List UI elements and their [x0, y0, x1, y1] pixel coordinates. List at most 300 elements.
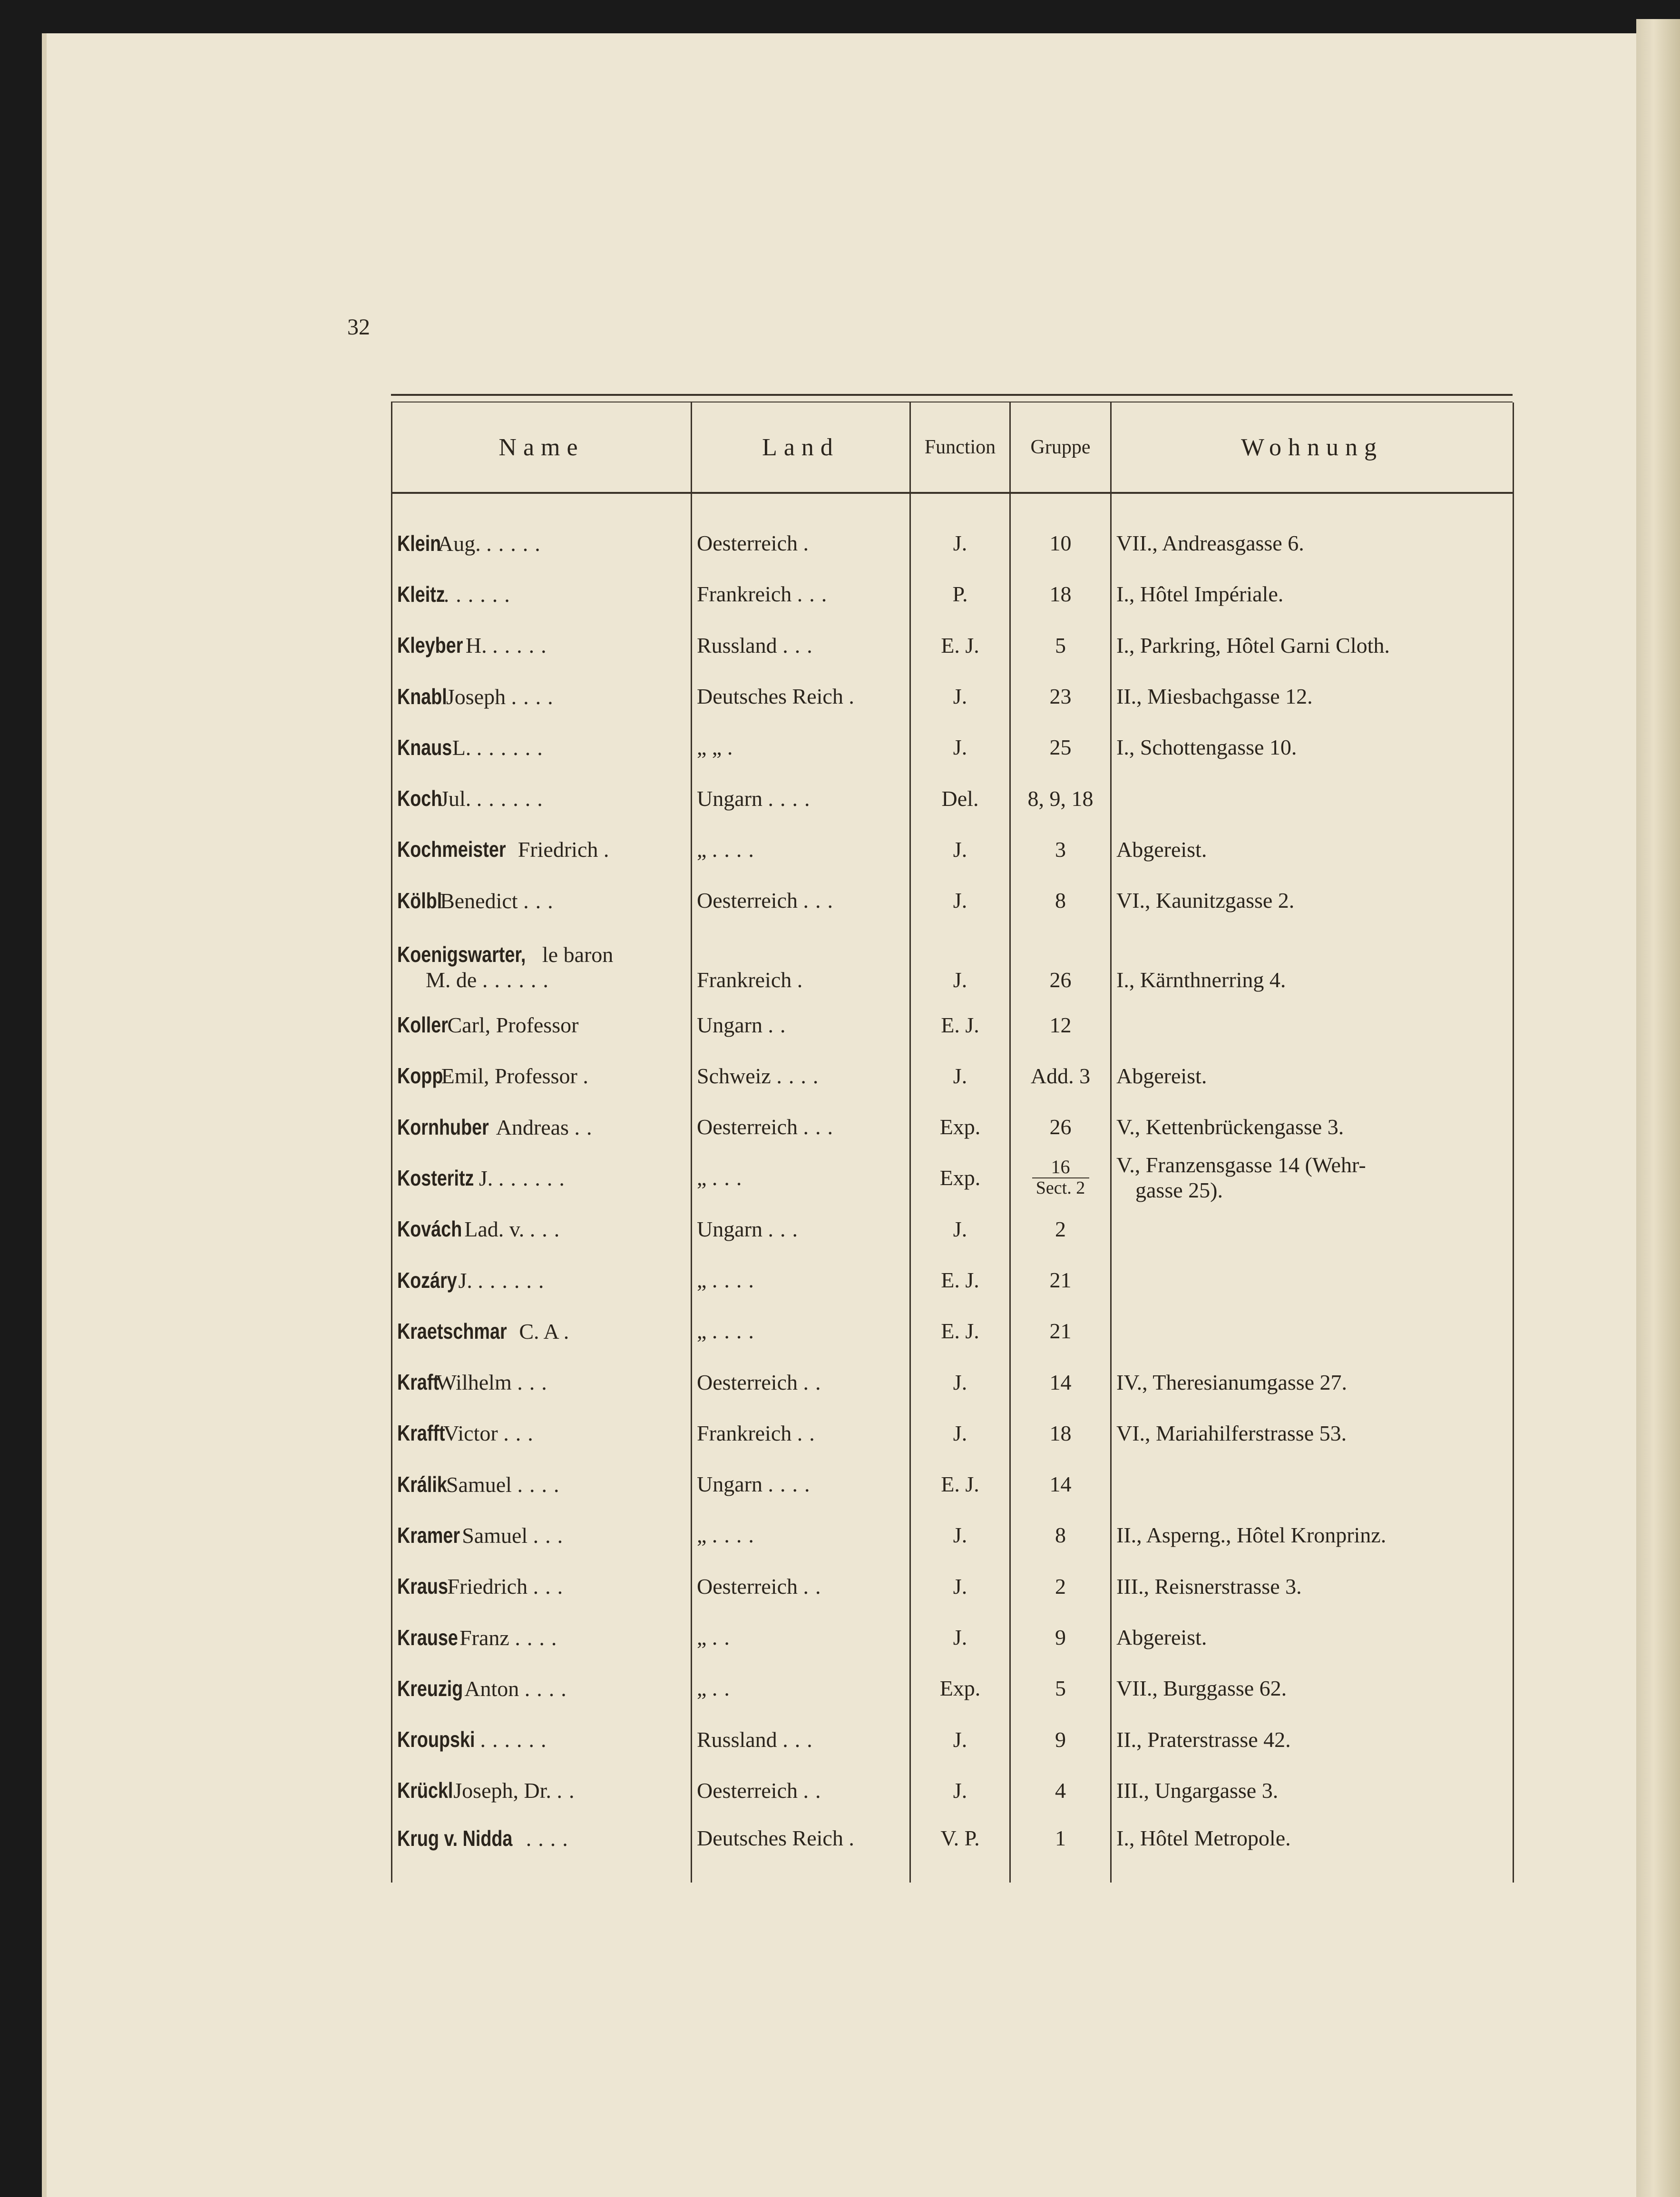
- wohnung-line2: gasse 25).: [1135, 1177, 1223, 1202]
- surname: Krückl: [397, 1778, 453, 1803]
- surname: Kozáry: [397, 1267, 457, 1293]
- leader-dots: ......: [482, 968, 555, 992]
- cell-function: J.: [910, 1510, 1010, 1560]
- cell-function: J.: [910, 1561, 1010, 1612]
- surname: Kleitz: [397, 581, 445, 607]
- given-name: H.: [465, 633, 487, 658]
- leader-dots: .: [849, 1826, 861, 1851]
- land-text: Frankreich: [697, 1421, 792, 1445]
- cell-land: [692, 926, 910, 999]
- cell-name: [392, 773, 692, 824]
- cell-function: V. P.: [910, 1816, 1010, 1883]
- leader-dots: ....: [515, 1625, 564, 1650]
- header-row: [392, 402, 1514, 493]
- land-text: Frankreich: [697, 968, 792, 992]
- surname: Králik: [397, 1471, 447, 1497]
- cell-function: J.: [910, 1765, 1010, 1816]
- given-name: L.: [452, 735, 471, 760]
- cell-land: [692, 671, 910, 722]
- cell-name: [392, 926, 692, 999]
- leader-dots: ......: [480, 1727, 553, 1752]
- cell-land: [692, 1255, 910, 1305]
- table-row: [392, 1663, 1514, 1714]
- land-text: Ungarn: [697, 1012, 762, 1037]
- cell-name: [392, 1561, 692, 1612]
- leader-dots: ...: [803, 1115, 840, 1139]
- land-text: Ungarn: [697, 786, 762, 811]
- leader-dots: ..: [803, 1778, 828, 1803]
- cell-wohnung: VII., Andreasgasse 6.: [1111, 518, 1514, 569]
- cell-land: [692, 1663, 910, 1714]
- cell-function: J.: [910, 671, 1010, 722]
- leader-dots: ....: [511, 684, 560, 709]
- cell-name: [392, 1050, 692, 1101]
- cell-land: [692, 773, 910, 824]
- cell-land: [692, 1204, 910, 1255]
- cell-function: J.: [910, 1050, 1010, 1101]
- table-row: [392, 1101, 1514, 1152]
- cell-name: [392, 671, 692, 722]
- land-text: Ungarn: [697, 1472, 762, 1497]
- leader-dots: ...: [517, 1370, 554, 1395]
- cell-function: J.: [910, 722, 1010, 773]
- cell-gruppe: 14: [1010, 1356, 1111, 1407]
- table-row: [392, 518, 1514, 569]
- cell-gruppe: 8, 9, 18: [1010, 773, 1111, 824]
- leader-dots: ..: [574, 1115, 599, 1139]
- cell-wohnung: III., Ungargasse 3.: [1111, 1765, 1514, 1816]
- table-row: [392, 1050, 1514, 1101]
- table-row: [392, 1561, 1514, 1612]
- table-row: [392, 1152, 1514, 1203]
- leader-dots: .: [583, 1064, 595, 1089]
- cell-name: [392, 1408, 692, 1459]
- table-row: [392, 824, 1514, 875]
- given-name: le baron: [542, 942, 614, 967]
- given-name: Andreas: [496, 1115, 569, 1139]
- leader-dots: ...: [533, 1523, 570, 1548]
- cell-function: E. J.: [910, 1255, 1010, 1305]
- cell-gruppe: 3: [1010, 824, 1111, 875]
- land-text: „: [697, 1625, 707, 1650]
- leader-dots: ..: [712, 1625, 736, 1650]
- cell-gruppe: [1010, 1152, 1111, 1203]
- leader-dots: .: [849, 684, 861, 709]
- given-name: Joseph: [446, 684, 506, 709]
- cell-name: [392, 875, 692, 926]
- cell-gruppe: 2: [1010, 1561, 1111, 1612]
- surname: Kraetschmar: [397, 1318, 507, 1344]
- cell-gruppe: 26: [1010, 1101, 1111, 1152]
- leader-dots: ....: [776, 1063, 825, 1088]
- table-row: [392, 1510, 1514, 1560]
- cell-name: [392, 620, 692, 671]
- cell-function: Del.: [910, 773, 1010, 824]
- cell-name: [392, 1255, 692, 1305]
- cell-function: Exp.: [910, 1663, 1010, 1714]
- leader-dots: ....: [712, 837, 761, 862]
- header-wohnung: Wohnung: [1111, 402, 1514, 493]
- leader-dots: ..: [557, 1778, 581, 1803]
- cell-name: [392, 1356, 692, 1407]
- given-name: Emil, Professor: [441, 1064, 577, 1089]
- table-row: [392, 773, 1514, 824]
- given-name: Friedrich: [518, 837, 598, 862]
- leader-dots: ..: [768, 1012, 792, 1037]
- cell-land: [692, 1612, 910, 1663]
- leader-dots: ....: [517, 1472, 566, 1497]
- given-name: Benedict: [440, 888, 518, 913]
- leader-dots: ......: [498, 1166, 571, 1190]
- cell-name: [392, 1612, 692, 1663]
- given-name: Carl, Professor: [447, 1013, 579, 1038]
- cell-land: [692, 518, 910, 569]
- cell-wohnung: Abgereist.: [1111, 824, 1514, 875]
- wohnung-line1: V., Franzensgasse 14 (Wehr-: [1116, 1153, 1366, 1177]
- top-rule: [391, 394, 1513, 402]
- table-row: [392, 926, 1514, 999]
- cell-function: J.: [910, 518, 1010, 569]
- cell-wohnung: V., Kettenbrückengasse 3.: [1111, 1101, 1514, 1152]
- table-row: [392, 1305, 1514, 1356]
- cell-wohnung: Abgereist.: [1111, 1050, 1514, 1101]
- table-row: [392, 1612, 1514, 1663]
- cell-name: [392, 1765, 692, 1816]
- cell-wohnung: I., Hôtel Impériale.: [1111, 569, 1514, 619]
- header-gruppe: Gruppe: [1010, 402, 1111, 493]
- cell-land: [692, 1561, 910, 1612]
- cell-name: [392, 1305, 692, 1356]
- cell-gruppe: 4: [1010, 1765, 1111, 1816]
- leader-dots: ...: [768, 1216, 804, 1241]
- given-name: Anton: [464, 1676, 519, 1701]
- cell-land: [692, 722, 910, 773]
- surname: Kölbl: [397, 888, 442, 913]
- surname: Klein: [397, 530, 441, 556]
- surname: Knabl: [397, 684, 447, 709]
- surname: Kleyber: [397, 633, 463, 658]
- table-row: [392, 1714, 1514, 1765]
- land-text: Deutsches Reich: [697, 684, 843, 709]
- leader-dots: ......: [478, 1268, 551, 1293]
- cell-function: E. J.: [910, 999, 1010, 1050]
- cell-function: E. J.: [910, 620, 1010, 671]
- cell-gruppe: 18: [1010, 1408, 1111, 1459]
- land-text: Oesterreich: [697, 531, 798, 556]
- cell-land: [692, 1101, 910, 1152]
- leader-dots: ....: [712, 1523, 761, 1548]
- given-name: Lad. v.: [464, 1217, 525, 1242]
- leader-dots: ....: [768, 786, 817, 811]
- cell-function: J.: [910, 824, 1010, 875]
- cell-name: [392, 1459, 692, 1510]
- page-number: 32: [347, 314, 370, 340]
- table-row: [392, 999, 1514, 1050]
- leader-dots: ...: [782, 633, 819, 657]
- leader-dots: .: [803, 531, 815, 556]
- given-name: Samuel: [446, 1472, 512, 1497]
- table-row: [392, 1816, 1514, 1883]
- land-text: Russland: [697, 1727, 777, 1752]
- table-row: [392, 1356, 1514, 1407]
- gruppe-top: 16: [1032, 1157, 1089, 1178]
- table-row: [392, 569, 1514, 619]
- cell-name: [392, 1204, 692, 1255]
- cell-name: [392, 518, 692, 569]
- land-text: Oesterreich: [697, 1115, 798, 1139]
- table-row: [392, 1255, 1514, 1305]
- surname: Krug v. Nidda: [397, 1826, 513, 1851]
- cell-gruppe: 23: [1010, 671, 1111, 722]
- cell-wohnung: II., Praterstrasse 42.: [1111, 1714, 1514, 1765]
- land-text: Oesterreich: [697, 1778, 798, 1803]
- cell-gruppe: 9: [1010, 1612, 1111, 1663]
- cell-gruppe: 26: [1010, 926, 1111, 999]
- given-name: Wilhelm: [436, 1370, 512, 1395]
- land-text: „: [697, 1166, 707, 1190]
- leader-dots: ....: [526, 1826, 575, 1851]
- leader-dots: ....: [712, 1268, 761, 1292]
- land-text: Oesterreich: [697, 1574, 798, 1599]
- cell-wohnung: VI., Mariahilferstrasse 53.: [1111, 1408, 1514, 1459]
- cell-wohnung: I., Schottengasse 10.: [1111, 722, 1514, 773]
- table-row: [392, 1459, 1514, 1510]
- leader-dots: ..: [712, 1676, 736, 1701]
- cell-gruppe: 9: [1010, 1714, 1111, 1765]
- given-name: Aug.: [438, 531, 481, 556]
- cell-name: [392, 1510, 692, 1560]
- cell-function: J.: [910, 1204, 1010, 1255]
- cell-gruppe: 21: [1010, 1305, 1111, 1356]
- given-name: Samuel: [462, 1523, 528, 1548]
- surname: Krafft: [397, 1421, 445, 1446]
- leader-dots: .....: [486, 531, 547, 556]
- cell-wohnung: [1111, 773, 1514, 824]
- table-row: [392, 1765, 1514, 1816]
- cell-land: [692, 1050, 910, 1101]
- cell-gruppe: 25: [1010, 722, 1111, 773]
- given-name: Franz: [459, 1625, 509, 1650]
- cell-gruppe: 18: [1010, 569, 1111, 619]
- surname: Kramer: [397, 1522, 460, 1548]
- cell-name: [392, 1152, 692, 1203]
- cell-gruppe: 10: [1010, 518, 1111, 569]
- cell-wohnung: VII., Burggasse 62.: [1111, 1663, 1514, 1714]
- surname: Koller: [397, 1012, 448, 1038]
- surname: Kopp: [397, 1063, 443, 1089]
- leader-dots: .: [727, 735, 740, 760]
- header-name: Name: [392, 402, 692, 493]
- leader-dots: ..: [803, 1370, 828, 1394]
- cell-name: [392, 1816, 692, 1883]
- leader-dots: ...: [503, 1421, 540, 1446]
- cell-gruppe: 21: [1010, 1255, 1111, 1305]
- cell-function: Exp.: [910, 1101, 1010, 1152]
- cell-wohnung: [1111, 1459, 1514, 1510]
- cell-name: [392, 1714, 692, 1765]
- table-body: [392, 493, 1514, 1883]
- cell-function: J.: [910, 1612, 1010, 1663]
- cell-land: [692, 824, 910, 875]
- leader-dots: ...: [529, 1217, 567, 1242]
- table-row: [392, 671, 1514, 722]
- land-text: „: [697, 1676, 707, 1701]
- surname: Koenigswarter,: [397, 942, 526, 967]
- surname: Kroupski: [397, 1727, 475, 1752]
- cell-land: [692, 1714, 910, 1765]
- cell-gruppe: 14: [1010, 1459, 1111, 1510]
- land-text: Russland: [697, 633, 777, 657]
- cell-land: [692, 1510, 910, 1560]
- cell-gruppe: Add. 3: [1010, 1050, 1111, 1101]
- given-name: Victor: [443, 1421, 498, 1446]
- surname: Kraus: [397, 1574, 448, 1599]
- cell-gruppe: 1: [1010, 1816, 1111, 1883]
- gruppe-bottom: Sect. 2: [1035, 1178, 1085, 1198]
- land-text: Ungarn: [697, 1216, 762, 1241]
- leader-dots: ..: [803, 1574, 828, 1599]
- leader-dots: ......: [476, 735, 549, 760]
- name-line2: M. de: [426, 968, 477, 992]
- cell-wohnung: II., Asperng., Hôtel Kronprinz.: [1111, 1510, 1514, 1560]
- cell-land: [692, 1305, 910, 1356]
- leader-dots: ...: [797, 582, 834, 607]
- cell-wohnung: I., Kärnthnerring 4.: [1111, 926, 1514, 999]
- cell-function: J.: [910, 1356, 1010, 1407]
- leader-dots: ....: [524, 1676, 573, 1701]
- land-text: „: [697, 1268, 707, 1292]
- surname: Kreuzig: [397, 1676, 463, 1701]
- table-row: [392, 1408, 1514, 1459]
- cell-land: [692, 1152, 910, 1203]
- leader-dots: .: [603, 837, 616, 862]
- cell-wohnung: [1111, 1152, 1514, 1203]
- cell-function: E. J.: [910, 1305, 1010, 1356]
- cell-wohnung: [1111, 1204, 1514, 1255]
- cell-name: [392, 569, 692, 619]
- cell-land: [692, 1408, 910, 1459]
- cell-name: [392, 1101, 692, 1152]
- table-row: [392, 722, 1514, 773]
- land-text: Schweiz: [697, 1063, 771, 1088]
- cell-gruppe: 8: [1010, 875, 1111, 926]
- header-function: Function: [910, 402, 1010, 493]
- given-name: Joseph, Dr.: [453, 1778, 551, 1803]
- leader-dots: ....: [712, 1319, 761, 1344]
- cell-wohnung: [1111, 999, 1514, 1050]
- cell-land: [692, 620, 910, 671]
- cell-wohnung: Abgereist.: [1111, 1612, 1514, 1663]
- leader-dots: ...: [782, 1727, 819, 1752]
- cell-function: J.: [910, 875, 1010, 926]
- cell-name: [392, 999, 692, 1050]
- cell-wohnung: IV., Theresianumgasse 27.: [1111, 1356, 1514, 1407]
- cell-wohnung: [1111, 1255, 1514, 1305]
- leader-dots: ......: [476, 786, 549, 811]
- given-name: Jul.: [440, 786, 471, 811]
- cell-name: [392, 1663, 692, 1714]
- surname: Kochmeister: [397, 837, 506, 862]
- cell-name: [392, 824, 692, 875]
- cell-gruppe: 5: [1010, 1663, 1111, 1714]
- land-text: Deutsches Reich: [697, 1826, 843, 1851]
- cell-gruppe: 5: [1010, 620, 1111, 671]
- land-text: „: [697, 837, 707, 862]
- guest-list-table: [391, 394, 1513, 1883]
- given-name: J.: [458, 1268, 472, 1293]
- leader-dots: .: [563, 1319, 576, 1344]
- page-edge: [1636, 19, 1680, 2197]
- cell-land: [692, 1459, 910, 1510]
- cell-land: [692, 1816, 910, 1883]
- leader-dots: ...: [712, 1166, 749, 1190]
- land-text: Oesterreich: [697, 1370, 798, 1394]
- surname: Koch: [397, 786, 442, 811]
- cell-function: J.: [910, 926, 1010, 999]
- cell-name: [392, 722, 692, 773]
- spacer-row: [392, 493, 1514, 518]
- leader-dots: ...: [523, 888, 560, 913]
- cell-wohnung: VI., Kaunitzgasse 2.: [1111, 875, 1514, 926]
- leader-dots: .....: [492, 633, 553, 658]
- cell-gruppe: 8: [1010, 1510, 1111, 1560]
- surname: Kovách: [397, 1216, 462, 1242]
- gruppe-split: [1032, 1157, 1089, 1198]
- given-name: Friedrich: [447, 1574, 528, 1599]
- cell-function: Exp.: [910, 1152, 1010, 1203]
- leader-dots: ....: [768, 1472, 817, 1497]
- table-row: [392, 875, 1514, 926]
- cell-function: J.: [910, 1408, 1010, 1459]
- cell-land: [692, 999, 910, 1050]
- cell-land: [692, 1356, 910, 1407]
- surname: Knaus: [397, 735, 452, 760]
- land-text: „ „: [697, 735, 722, 760]
- land-text: „: [697, 1319, 707, 1344]
- leader-dots: .: [797, 968, 810, 992]
- given-name: J.: [479, 1166, 493, 1190]
- cell-wohnung: I., Hôtel Metropole.: [1111, 1816, 1514, 1883]
- surname: Kraft: [397, 1370, 440, 1395]
- surname: Kosteritz: [397, 1165, 474, 1190]
- leader-dots: ...: [533, 1574, 570, 1599]
- leader-dots: ......: [443, 582, 517, 607]
- table-row: [392, 1204, 1514, 1255]
- header-land: Land: [692, 402, 910, 493]
- land-text: Frankreich: [697, 582, 792, 607]
- leader-dots: ..: [797, 1421, 821, 1445]
- cell-function: J.: [910, 1714, 1010, 1765]
- cell-wohnung: [1111, 1305, 1514, 1356]
- cell-land: [692, 569, 910, 619]
- cell-wohnung: II., Miesbachgasse 12.: [1111, 671, 1514, 722]
- cell-land: [692, 875, 910, 926]
- surname: Krause: [397, 1625, 458, 1650]
- leader-dots: ...: [803, 888, 840, 913]
- surname: Kornhuber: [397, 1114, 489, 1139]
- given-name: C. A: [519, 1319, 558, 1344]
- cell-function: P.: [910, 569, 1010, 619]
- cell-land: [692, 1765, 910, 1816]
- cell-wohnung: I., Parkring, Hôtel Garni Cloth.: [1111, 620, 1514, 671]
- land-text: „: [697, 1523, 707, 1548]
- cell-function: E. J.: [910, 1459, 1010, 1510]
- cell-gruppe: 12: [1010, 999, 1111, 1050]
- cell-gruppe: 2: [1010, 1204, 1111, 1255]
- table-row: [392, 620, 1514, 671]
- cell-wohnung: III., Reisnerstrasse 3.: [1111, 1561, 1514, 1612]
- land-text: Oesterreich: [697, 888, 798, 913]
